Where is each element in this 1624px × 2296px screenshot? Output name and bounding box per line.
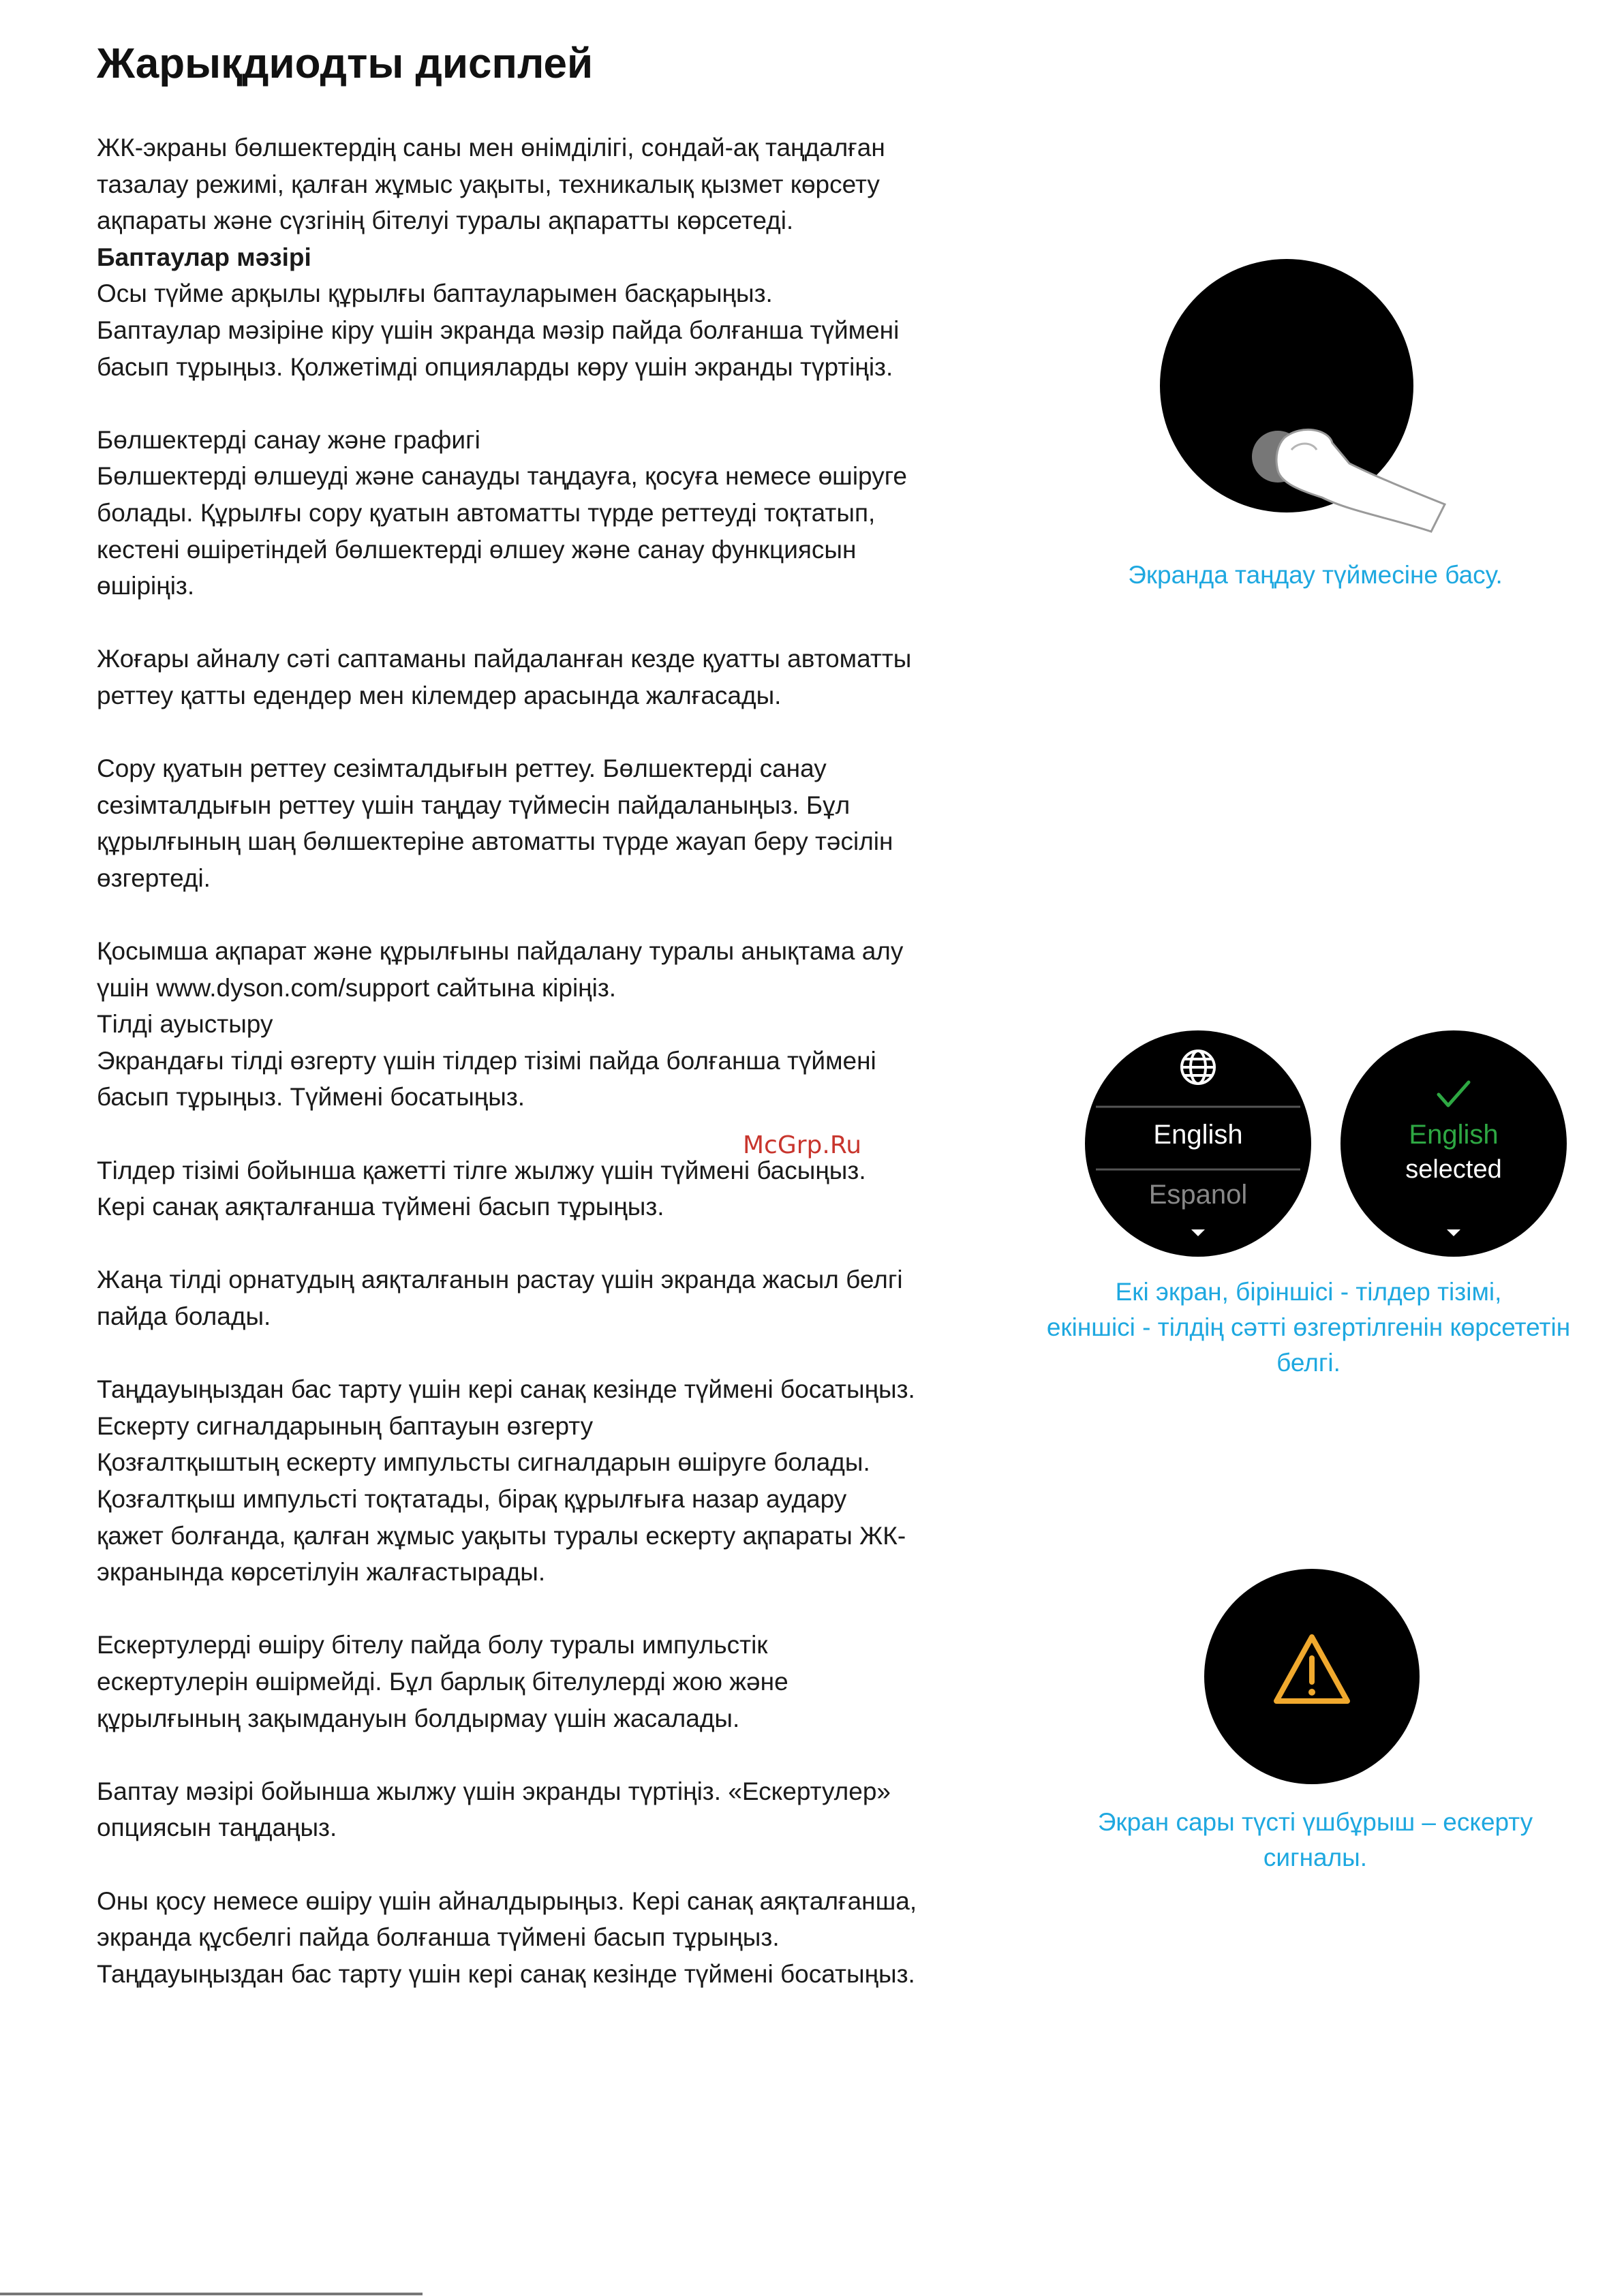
body-paragraph: Осы түйме арқылы құрылғы баптауларымен басқарыңыз. Баптаулар мәзіріне кіру үшін экранда мәзір пайда болғанша түймені басып тұрыңыз. Қолжетімді опцияларды көру үшін экранды түртіңіз.	[97, 279, 900, 381]
selected-status-label: selected	[1405, 1155, 1502, 1184]
body-paragraph: Ескертулерді өшіру бітелу пайда болу туралы импульстік ескертулерін өшірмейді. Бұл барлық бітелулерді жою және құрылғының зақымдануын болдырмау үшін жасалады.	[97, 1631, 788, 1732]
alert-caption: Экран сары түсті үшбұрыш – ескерту сигналы.	[1097, 1808, 1533, 1871]
body-paragraph: Сору қуатын реттеу сезімталдығын реттеу. Бөлшектерді санау сезімталдығын реттеу үшін таңдау түймесін пайдаланыңыз. Бұл құрылғының шаң бөлшектеріне автоматты түрде жауап беру тәсілін өзгертеді.	[97, 754, 893, 892]
language-option-english: English	[1153, 1120, 1243, 1150]
body-paragraph: Оны қосу немесе өшіру үшін айналдырыңыз. Кері санақ аяқталғанша, экранда құсбелгі пайда болғанша түймені басып тұрыңыз. Таңдауыңыздан бас тарту үшін кері санақ кезінде түймені босатыңыз.	[97, 1886, 917, 1988]
body-paragraph: Қосымша ақпарат және құрылғыны пайдалану туралы анықтама алу үшін www.dyson.com/support сайтына кіріңіз. Тілді ауыстыру Экрандағы тілді өзгерту үшін тілдер тізімі пайда болғанша түймені басып тұрыңыз. Түймені босатыңыз.	[97, 937, 904, 1112]
body-paragraph: Тілдер тізімі бойынша қажетті тілге жылжу үшін түймені басыңыз. Кері санақ аяқталғанша түймені басып тұрыңыз.	[97, 1156, 866, 1221]
language-selected-screen	[1338, 1028, 1569, 1259]
language-screens-caption: Екі экран, біріншісі - тілдер тізімі, екіншісі - тілдің сәтті өзгертілгенін көрсететін белгі.	[1046, 1278, 1571, 1377]
body-paragraph: Таңдауыңыздан бас тарту үшін кері санақ кезінде түймені босатыңыз. Ескерту сигналдарының баптауын өзгерту Қозғалтқыштың ескерту импульсты сигналдарын өшіруге болады. Қозғалтқыш импульсті тоқтатады, бірақ құрылғыға назар аудару қажет болғанда, қалған жұмыс уақыты туралы ескерту ақпараты ЖК- экранында көрсетілуін жалғастырады.	[97, 1375, 915, 1587]
page-title: Жарықдиодты дисплей	[97, 40, 594, 87]
body-paragraph: Баптау мәзірі бойынша жылжу үшін экранды түртіңіз. «Ескертулер» опциясын таңдаңыз.	[97, 1777, 891, 1842]
section-heading: Баптаулар мәзірі	[97, 243, 311, 271]
language-option-espanol: Espanol	[1148, 1180, 1248, 1210]
body-text	[97, 129, 1003, 1992]
body-paragraph: ЖК-экраны бөлшектердің саны мен өнімділігі, сондай-ақ таңдалған тазалау режимі, қалған жұмыс уақыты, техникалық қызмет көрсету ақпараты және сүзгінің бітелуі туралы ақпаратты көрсетеді.	[97, 134, 885, 235]
body-paragraph: Жаңа тілді орнатудың аяқталғанын растау үшін экранда жасыл белгі пайда болады.	[97, 1266, 903, 1330]
body-paragraph: Жоғары айналу сәті саптаманы пайдаланған кезде қуатты автоматты реттеу қатты едендер мен кілемдер арасында жалғасады.	[97, 645, 912, 709]
language-list-screen	[1082, 1028, 1314, 1259]
alert-screen	[1203, 1567, 1421, 1786]
selected-language-label: English	[1409, 1120, 1499, 1150]
select-button-illustration	[1145, 259, 1458, 545]
bottom-divider	[0, 2293, 423, 2295]
body-paragraph: Бөлшектерді санау және графигі Бөлшектерді өлшеуді және санауды таңдауға, қосуға немесе өшіруге болады. Құрылғы сору қуатын автоматты түрде реттеуді тоқтатып, кестені өшіретіндей бөлшектерді өлшеу және санау функциясын өшіріңіз.	[97, 425, 907, 600]
watermark: McGrp.Ru	[743, 1131, 862, 1159]
select-button-caption: Экранда таңдау түймесіне басу.	[1128, 561, 1503, 589]
